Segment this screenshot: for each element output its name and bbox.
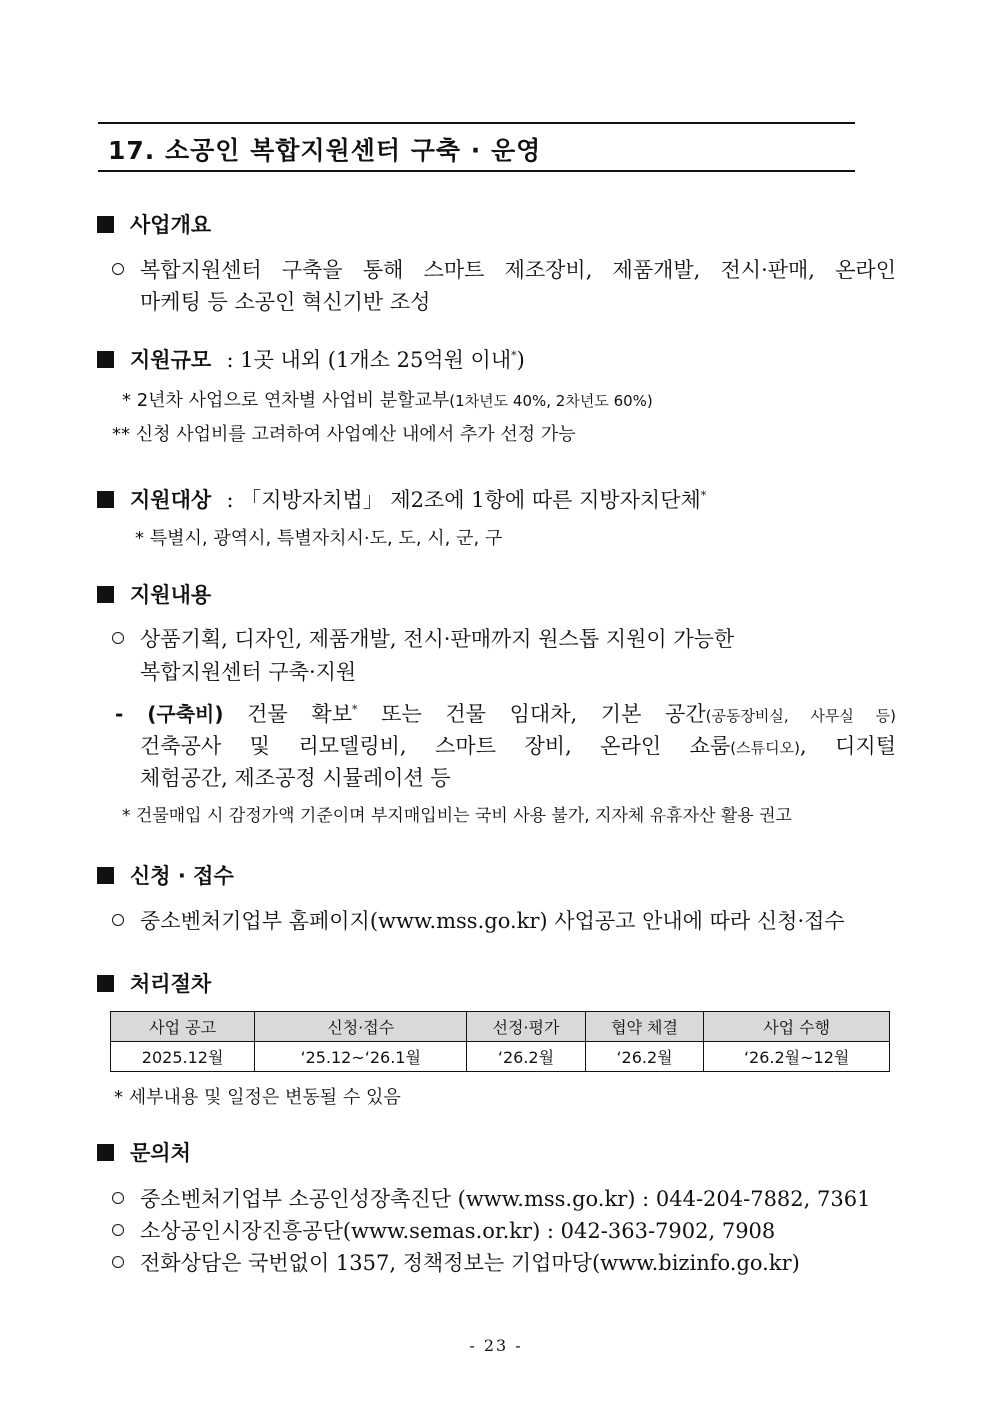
- procedure-header-cell: 선정·평가: [467, 1012, 586, 1042]
- target-value: [226, 488, 706, 512]
- content-line-1: [112, 623, 734, 653]
- contact-text-2: 소상공인시장진흥공단(www.semas.or.kr) : 042-363-7902, 7908: [140, 1219, 776, 1243]
- section-heading-scale: [97, 344, 525, 374]
- procedure-note: * 세부내용 및 일정은 변동될 수 있음: [114, 1087, 401, 1108]
- scale-note-1-small: (1차년도 40%, 2차년도 60%): [449, 392, 653, 410]
- square-bullet-icon: [97, 216, 114, 233]
- circle-bullet-icon: [112, 1192, 124, 1204]
- section-heading-text: 지원대상: [130, 488, 212, 512]
- section-heading-text: 지원규모: [130, 348, 212, 372]
- contact-line-1: [112, 1183, 870, 1213]
- procedure-value-cell: ‘26.2월~12월: [704, 1042, 890, 1072]
- scale-value: [226, 348, 524, 372]
- section-heading-procedure: [97, 968, 211, 998]
- section-heading-text: 문의처: [130, 1141, 191, 1165]
- procedure-value-row: [111, 1042, 890, 1072]
- apply-text: 중소벤처기업부 홈페이지(www.mss.go.kr) 사업공고 안내에 따라 신청·접수: [140, 909, 845, 933]
- procedure-value-cell: ‘25.12~‘26.1월: [255, 1042, 467, 1072]
- circle-bullet-icon: [112, 632, 124, 644]
- construction-text-b: 또는 건물 임대차, 기본 공간: [381, 702, 706, 726]
- scale-value-end: ): [516, 348, 525, 372]
- procedure-header-row: [111, 1012, 890, 1042]
- contact-text-1: 중소벤처기업부 소공인성장촉진단 (www.mss.go.kr) : 044-204-7882, 7361: [140, 1187, 871, 1211]
- apply-line-1: [112, 905, 845, 935]
- section-heading-text: 처리절차: [130, 972, 212, 996]
- procedure-header-cell: 신청·접수: [255, 1012, 467, 1042]
- section-heading-apply: [97, 860, 234, 890]
- title-top-rule: [98, 122, 855, 124]
- target-value-text: : 「지방자치법」 제2조에 1항에 따른 지방자치단체: [226, 488, 701, 512]
- section-heading-content: [97, 579, 211, 609]
- square-bullet-icon: [97, 351, 114, 368]
- page-title: 17. 소공인 복합지원센터 구축 · 운영: [108, 136, 542, 165]
- square-bullet-icon: [97, 491, 114, 508]
- target-footnote-mark: *: [700, 489, 707, 502]
- square-bullet-icon: [97, 1144, 114, 1161]
- construction-text-a: 건물 확보: [247, 702, 352, 726]
- section-heading-contact: [97, 1137, 191, 1167]
- overview-text-1: 복합지원센터 구축을 통해 스마트 제조장비, 제품개발, 전시·판매, 온라인: [140, 258, 896, 282]
- contact-line-2: [112, 1215, 775, 1245]
- circle-bullet-icon: [112, 1224, 124, 1236]
- construction-line-2: [140, 730, 896, 760]
- construction-small-1: (공동장비실, 사무실 등): [705, 707, 896, 725]
- procedure-value-cell: 2025.12월: [111, 1042, 255, 1072]
- procedure-value-cell: ‘26.2월: [467, 1042, 586, 1072]
- construction-label: - (구축비): [115, 702, 224, 726]
- procedure-header-cell: 사업 수행: [704, 1012, 890, 1042]
- construction-text-2a: 건축공사 및 리모델링비, 스마트 장비, 온라인 쇼룸: [140, 734, 731, 758]
- content-note: * 건물매입 시 감정가액 기준이며 부지매입비는 국비 사용 불가, 지자체 유휴자산 활용 권고: [122, 806, 792, 826]
- circle-bullet-icon: [112, 263, 124, 275]
- scale-footnote-mark: *: [511, 349, 517, 362]
- section-heading-overview: [97, 209, 211, 239]
- content-line-2: 복합지원센터 구축·지원: [140, 660, 357, 684]
- construction-footnote-mark: *: [351, 703, 358, 716]
- scale-value-text: : 1곳 내외 (1개소 25억원 이내: [226, 348, 512, 372]
- scale-note-2: ** 신청 사업비를 고려하여 사업예산 내에서 추가 선정 가능: [112, 424, 576, 445]
- square-bullet-icon: [97, 867, 114, 884]
- section-heading-text: 신청 · 접수: [130, 864, 234, 888]
- circle-bullet-icon: [112, 914, 124, 926]
- overview-line-1: [112, 254, 896, 284]
- scale-note-1-text: * 2년차 사업으로 연차별 사업비 분할교부: [122, 390, 450, 411]
- section-heading-text: 지원내용: [130, 583, 212, 607]
- square-bullet-icon: [97, 586, 114, 603]
- page-number: - 23 -: [469, 1336, 523, 1355]
- construction-line-1: [115, 698, 896, 728]
- contact-text-3: 전화상담은 국번없이 1357, 정책정보는 기업마당(www.bizinfo.go.kr): [140, 1251, 800, 1275]
- circle-bullet-icon: [112, 1256, 124, 1268]
- procedure-header-cell: 협약 체결: [585, 1012, 704, 1042]
- procedure-table: [110, 1011, 890, 1072]
- construction-small-2: (스튜디오): [730, 739, 800, 757]
- section-heading-target: [97, 484, 706, 514]
- procedure-value-cell: ‘26.2월: [585, 1042, 704, 1072]
- square-bullet-icon: [97, 975, 114, 992]
- construction-line-3: 체험공간, 제조공정 시뮬레이션 등: [140, 766, 451, 790]
- target-note: * 특별시, 광역시, 특별자치시·도, 도, 시, 군, 구: [135, 528, 503, 549]
- construction-text-2b: , 디지털: [799, 734, 897, 758]
- content-text-1: 상품기획, 디자인, 제품개발, 전시·판매까지 원스톱 지원이 가능한: [140, 627, 735, 651]
- title-bottom-rule: [98, 170, 855, 172]
- procedure-header-cell: 사업 공고: [111, 1012, 255, 1042]
- scale-note-1: [122, 386, 653, 412]
- overview-line-2: 마케팅 등 소공인 혁신기반 조성: [140, 290, 431, 314]
- section-heading-text: 사업개요: [130, 213, 212, 237]
- contact-line-3: [112, 1247, 800, 1277]
